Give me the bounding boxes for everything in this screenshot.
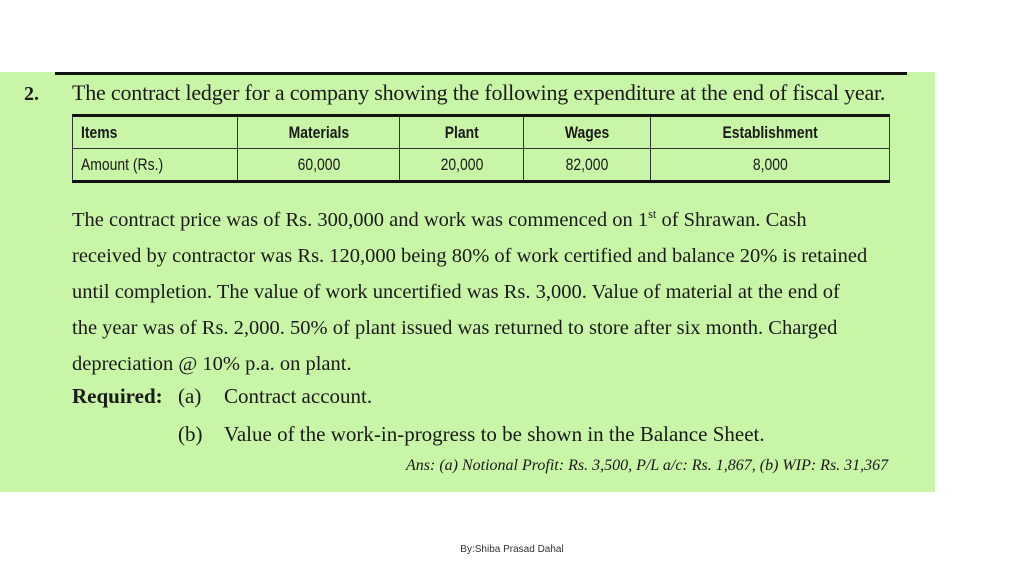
description-line-3: until completion. The value of work uncertified was Rs. 3,000. Value of material at the end of <box>72 280 840 303</box>
header-wages: Wages <box>523 116 650 149</box>
table-row <box>73 149 890 182</box>
cell-plant: 20,000 <box>400 149 524 182</box>
description-line-2: received by contractor was Rs. 120,000 being 80% of work certified and balance 20% is retained <box>72 244 868 267</box>
required-a-letter: (a) <box>178 384 202 408</box>
required-b-letter: (b) <box>178 422 203 446</box>
required-a-text: Contract account. <box>224 384 373 408</box>
header-materials: Materials <box>238 116 400 149</box>
top-rule <box>55 72 907 75</box>
author-footer: By:Shiba Prasad Dahal <box>460 544 564 555</box>
cell-wages: 82,000 <box>523 149 650 182</box>
description-line-5: depreciation @ 10% p.a. on plant. <box>72 352 352 375</box>
expenditure-table <box>72 114 890 183</box>
table-header-row <box>73 116 890 149</box>
cell-amount-label: Amount (Rs.) <box>73 149 238 182</box>
description-line-1: The contract price was of Rs. 300,000 and work was commenced on 1st of Shrawan. Cash <box>72 207 807 231</box>
answer-text: Ans: (a) Notional Profit: Rs. 3,500, P/L a/c: Rs. 1,867, (b) WIP: Rs. 31,367 <box>406 457 889 474</box>
description-line-4: the year was of Rs. 2,000. 50% of plant issued was returned to store after six month. Charged <box>72 316 838 339</box>
required-b-text: Value of the work-in-progress to be shown in the Balance Sheet. <box>224 422 765 446</box>
question-title: The contract ledger for a company showing the following expenditure at the end of fiscal year. <box>72 80 886 105</box>
problem-description <box>72 196 934 382</box>
question-number: 2. <box>24 83 39 105</box>
header-establishment: Establishment <box>651 116 890 149</box>
header-plant: Plant <box>400 116 524 149</box>
header-items: Items <box>73 116 238 149</box>
required-label: Required: <box>72 384 163 408</box>
cell-establishment: 8,000 <box>651 149 890 182</box>
cell-materials: 60,000 <box>238 149 400 182</box>
